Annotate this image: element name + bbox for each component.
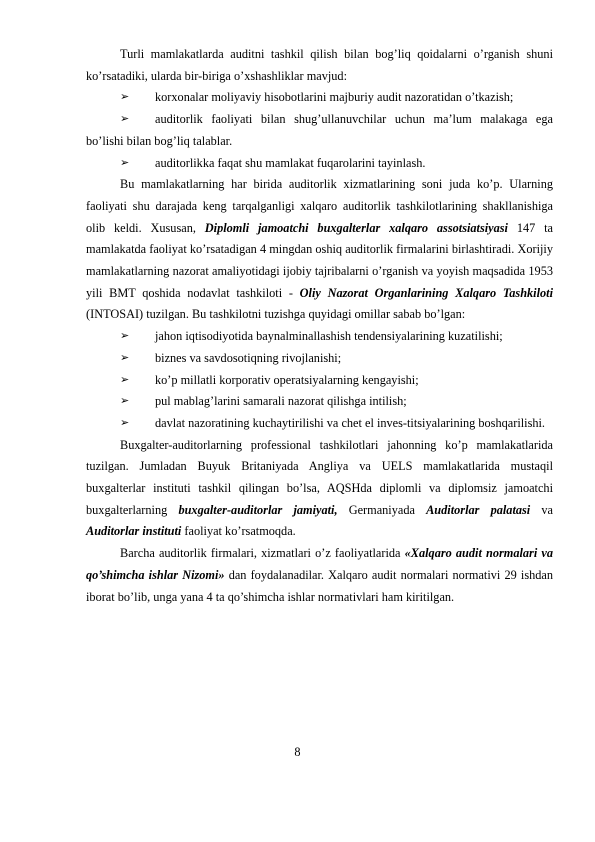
paragraph-international-orgs: Bu mamlakatlarning har birida auditorlik xizmatlarining soni juda ko’p. Ularning faoliyati shu darajada keng tarqalganligi xalqaro auditorlik tashkilotlarining shakllanishiga olib keldi. Xususan, Diplomli jamoatchi buxgalterlar xalqaro assotsiatsiyasi 147 ta mamlakatda faoliyat ko’rsatadigan 4 mingdan oshiq auditorlik firmalarini birlashtiradi. Xorijiy mamlakatlarning nazorat amaliyotidagi ijobiy tajribalarni o’rganish va yoyish maqsadida 1953 yili BMT qoshida nodavlat tashkiloti - Oliy Nazorat Organlarining Xalqaro Tashkiloti (INTOSAI) tuzilgan. Bu tashkilotni tuzishga quyidagi omillar sabab bo’lgan: (86, 177, 553, 322)
arrow-bullet-icon: ➢ (120, 351, 130, 364)
bullet-list-factors (86, 326, 553, 435)
bullet-list-common-rules (86, 87, 553, 174)
arrow-bullet-icon: ➢ (120, 113, 130, 126)
list-item: ➢ davlat nazoratining kuchaytirilishi va chet el inves-titsiyalarining boshqarilishi. (86, 413, 553, 435)
list-item: ➢ jahon iqtisodiyotida baynalminallashish tendensiyalarining kuzatilishi; (86, 326, 553, 348)
emphasis-institute-name: Auditorlar instituti (86, 524, 182, 539)
document-page (86, 44, 553, 608)
emphasis-association-name: Diplomli jamoatchi buxgalterlar xalqaro assotsiatsiyasi (204, 220, 508, 235)
arrow-bullet-icon: ➢ (120, 330, 130, 343)
arrow-bullet-icon: ➢ (120, 395, 130, 408)
arrow-bullet-icon: ➢ (120, 373, 130, 386)
list-item: ➢ ko’p millatli korporativ operatsiyalarning kengayishi; (86, 370, 553, 392)
list-item: ➢ auditorlik faoliyati bilan shug’ullanuvchilar uchun ma’lum malakaga ega bo’lishi bilan bog’liq talablar. (86, 109, 553, 152)
paragraph-intro: Turli mamlakatlarda auditni tashkil qilish bilan bog’liq qoidalarni o’rganish shuni ko’rsatadiki, ularda bir-biriga o’xshashliklar mavjud: (86, 47, 553, 83)
arrow-bullet-icon: ➢ (120, 156, 130, 169)
list-item: ➢ pul mablag’larini samarali nazorat qilishga intilish; (86, 391, 553, 413)
emphasis-standards-name: «Xalqaro audit normalari va qo’shimcha ishlar Nizomi» (86, 546, 553, 582)
paragraph-professional-orgs: Buxgalter-auditorlarning professional tashkilotlari jahonning ko’p mamlakatlarida tuzilgan. Jumladan Buyuk Britaniyada Angliya va UELS mamlakatlarida mustaqil buxgalterlar instituti tashkil qilingan bo’lsa, AQSHda diplomli va diplomsiz jamoatchi buxgalterlarning buxgalter-auditorlar jamiyati, Germaniyada Auditorlar palatasi va Auditorlar instituti faoliyat ko’rsatmoqda. (86, 437, 553, 539)
emphasis-chamber-name: Auditorlar palatasi (426, 502, 531, 517)
emphasis-intosai-name: Oliy Nazorat Organlarining Xalqaro Tashkiloti (299, 285, 553, 300)
list-item: ➢ biznes va savdosotiqning rivojlanishi; (86, 348, 553, 370)
arrow-bullet-icon: ➢ (120, 91, 130, 104)
page-number: 8 (294, 745, 301, 759)
list-item: ➢ korxonalar moliyaviy hisobotlarini majburiy audit nazoratidan o’tkazish; (86, 87, 553, 109)
emphasis-society-name: buxgalter-auditorlar jamiyati, (178, 502, 338, 517)
list-item: ➢ auditorlikka faqat shu mamlakat fuqarolarini tayinlash. (86, 153, 553, 175)
arrow-bullet-icon: ➢ (120, 416, 130, 429)
paragraph-audit-standards: Barcha auditorlik firmalari, xizmatlari o’z faoliyatlarida «Xalqaro audit normalari va qo’shimcha ishlar Nizomi» dan foydalanadilar. Xalqaro audit normalari normativi 29 ishdan iborat bo’lib, unga yana 4 ta qo’shimcha ishlar normativlari ham kiritilgan. (86, 546, 554, 604)
